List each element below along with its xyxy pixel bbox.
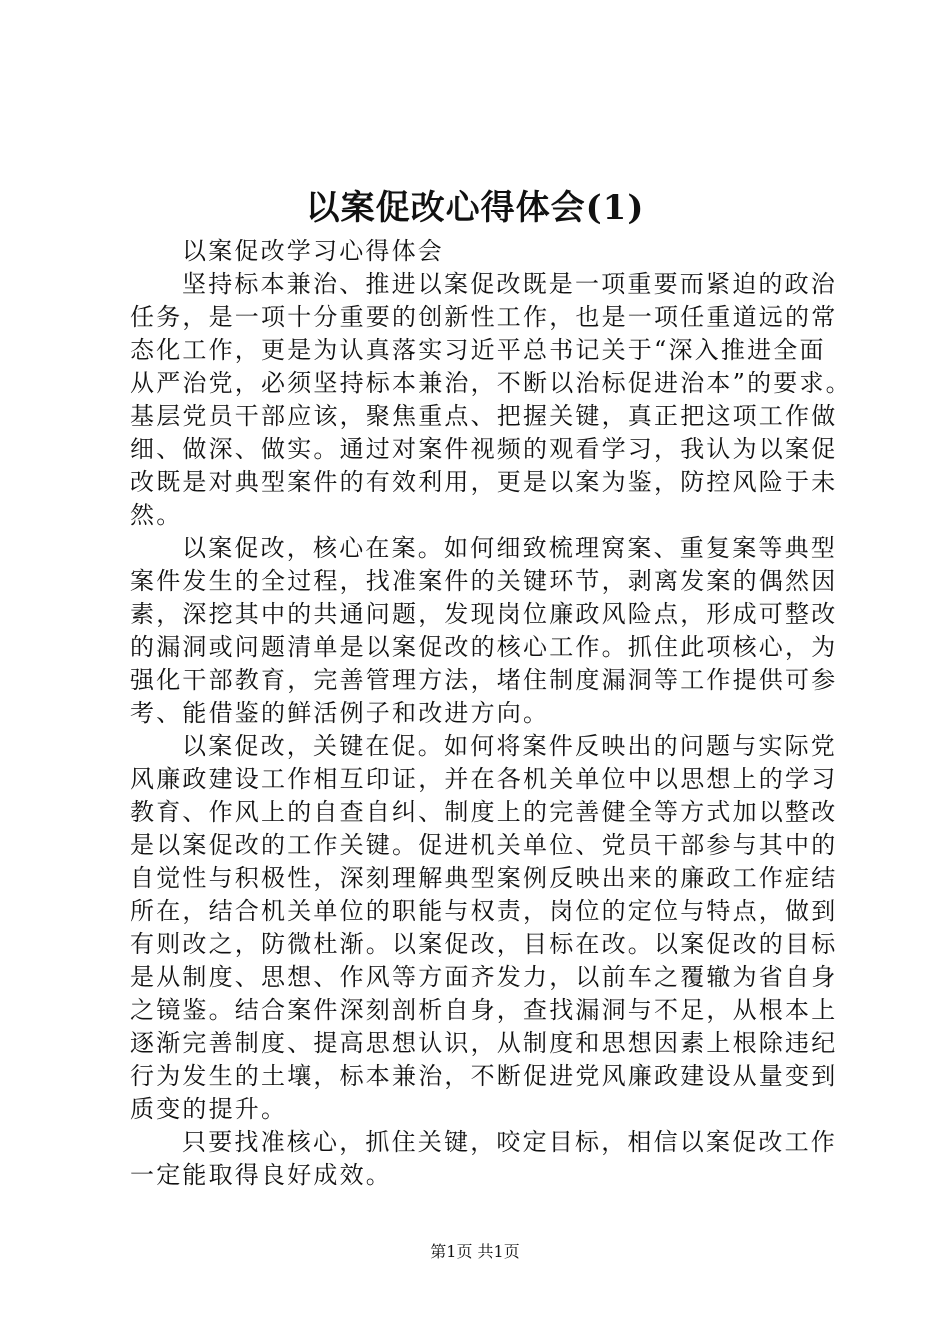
paragraph-2-line: 案件发生的全过程，找准案件的关键环节，剥离发案的偶然因 — [130, 567, 838, 595]
paragraph-3-line: 逐渐完善制度、提高思想认识，从制度和思想因素上根除违纪 — [130, 1029, 838, 1057]
paragraph-2-line: 考、能借鉴的鲜活例子和改进方向。 — [130, 699, 550, 727]
paragraph-4-line: 一定能取得良好成效。 — [130, 1161, 392, 1189]
paragraph-3-line: 是以案促改的工作关键。促进机关单位、党员干部参与其中的 — [130, 831, 838, 859]
paragraph-3-line: 是从制度、思想、作风等方面齐发力，以前车之覆辙为省自身 — [130, 963, 838, 991]
paragraph-2-line: 的漏洞或问题清单是以案促改的核心工作。抓住此项核心，为 — [130, 633, 838, 661]
paragraph-1-line: 坚持标本兼治、推进以案促改既是一项重要而紧迫的政治 — [182, 270, 837, 298]
paragraph-3-line: 风廉政建设工作相互印证，并在各机关单位中以思想上的学习 — [130, 765, 838, 793]
page-footer: 第1页 共1页 — [430, 1242, 520, 1261]
paragraph-3-line: 之镜鉴。结合案件深刻剖析自身，查找漏洞与不足，从根本上 — [130, 996, 838, 1024]
subtitle: 以案促改学习心得体会 — [182, 237, 444, 265]
paragraph-2-line: 素，深挖其中的共通问题，发现岗位廉政风险点，形成可整改 — [130, 600, 838, 628]
document-title: 以案促改心得体会(1) — [305, 188, 645, 228]
paragraph-3-line: 质变的提升。 — [130, 1095, 288, 1123]
paragraph-3-line: 行为发生的土壤，标本兼治，不断促进党风廉政建设从量变到 — [130, 1062, 838, 1090]
document-body — [130, 235, 852, 1192]
paragraph-3-line: 自觉性与积极性，深刻理解典型案例反映出来的廉政工作症结 — [130, 864, 838, 892]
paragraph-1-line: 从严治党，必须坚持标本兼治，不断以治标促进治本”的要求。 — [130, 369, 852, 397]
paragraph-1-line: 改既是对典型案件的有效利用，更是以案为鉴，防控风险于未 — [130, 468, 838, 496]
paragraph-1-line: 然。 — [130, 501, 183, 529]
paragraph-3-line: 教育、作风上的自查自纠、制度上的完善健全等方式加以整改 — [130, 798, 838, 826]
paragraph-1-line: 细、做深、做实。通过对案件视频的观看学习，我认为以案促 — [130, 435, 838, 463]
paragraph-3-line: 所在，结合机关单位的职能与权责，岗位的定位与特点，做到 — [130, 897, 838, 925]
paragraph-1-line: 基层党员干部应该，聚焦重点、把握关键，真正把这项工作做 — [130, 402, 838, 430]
paragraph-4-line: 只要找准核心，抓住关键，咬定目标，相信以案促改工作 — [182, 1128, 837, 1156]
paragraph-1-line: 态化工作，更是为认真落实习近平总书记关于“深入推进全面 — [130, 336, 826, 364]
paragraph-3-line: 有则改之，防微杜渐。以案促改，目标在改。以案促改的目标 — [130, 930, 838, 958]
paragraph-3-line: 以案促改，关键在促。如何将案件反映出的问题与实际党 — [182, 732, 837, 760]
paragraph-2-line: 强化干部教育，完善管理方法，堵住制度漏洞等工作提供可参 — [130, 666, 838, 694]
paragraph-2-line: 以案促改，核心在案。如何细致梳理窝案、重复案等典型 — [182, 534, 837, 562]
paragraph-1-line: 任务，是一项十分重要的创新性工作，也是一项任重道远的常 — [130, 303, 838, 331]
